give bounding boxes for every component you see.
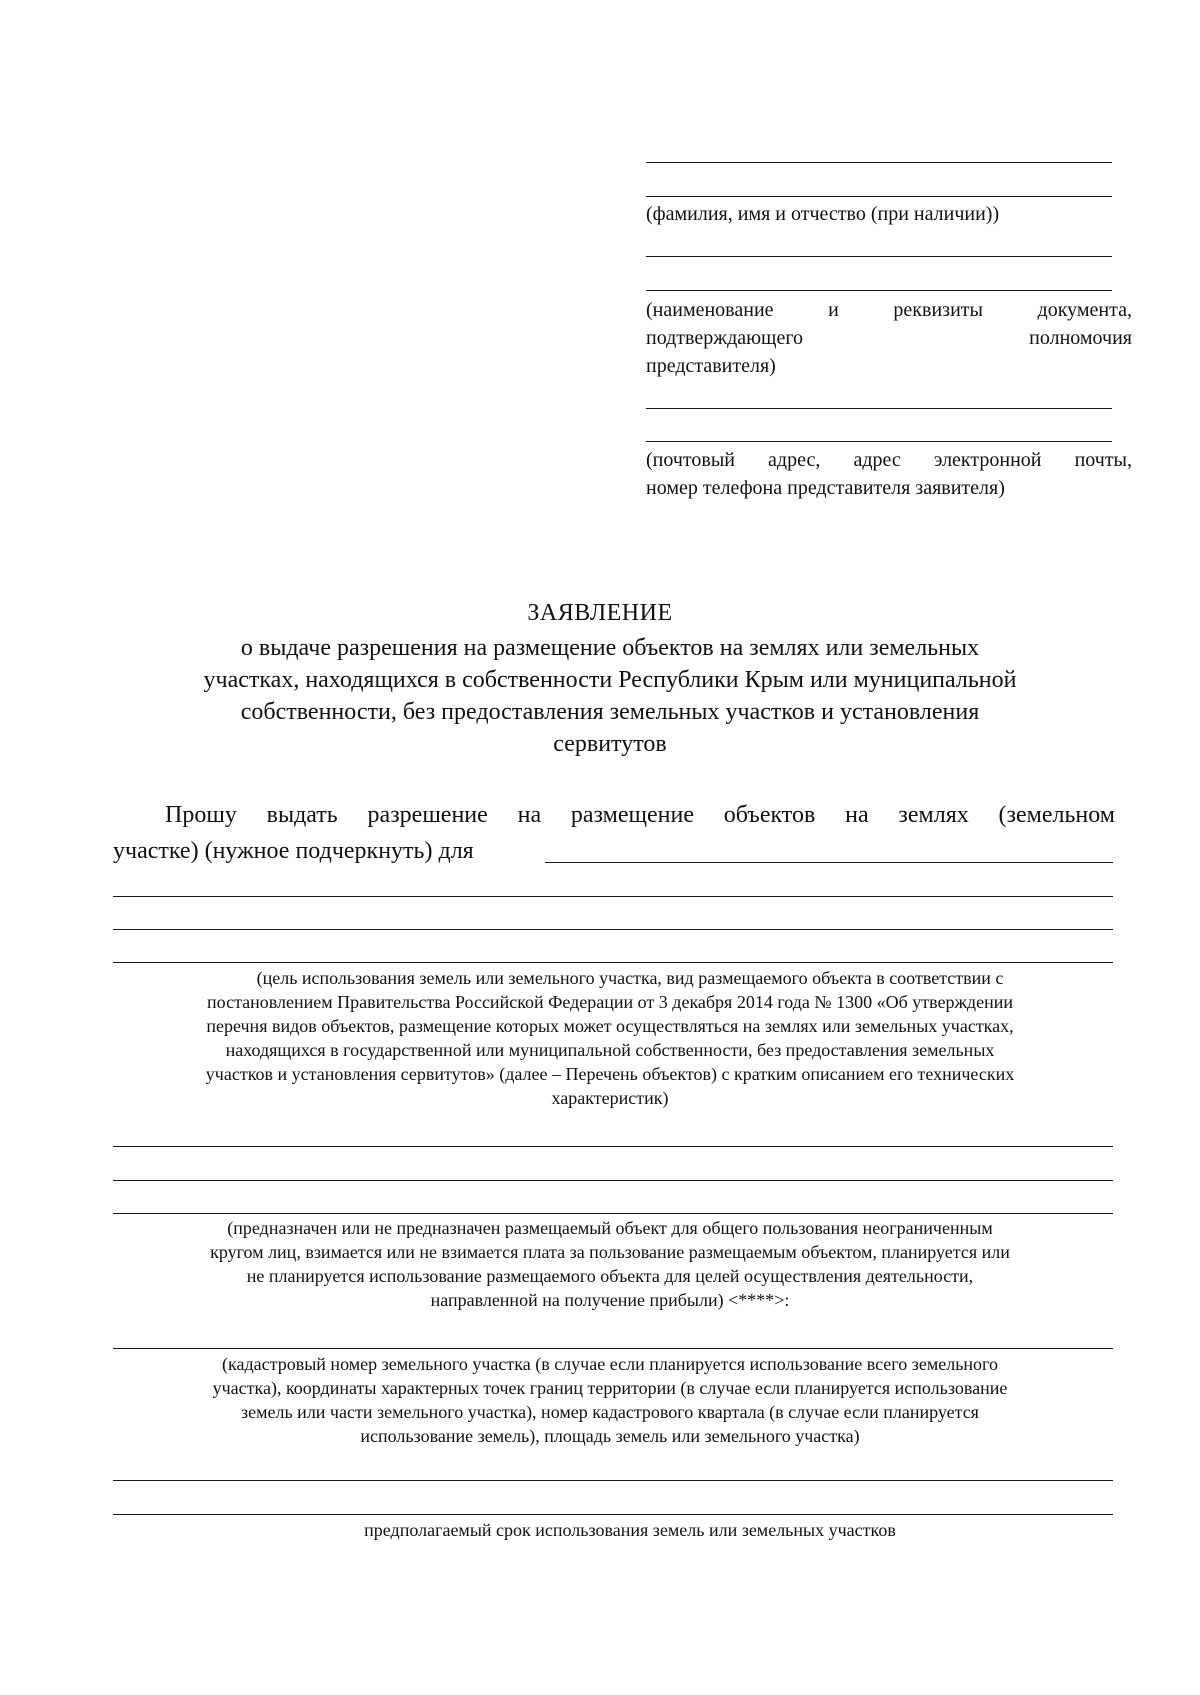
fio-line-1[interactable] (646, 162, 1112, 163)
designation-field-1[interactable] (113, 1146, 1113, 1147)
note-line: земель или части земельного участка), номер кадастрового квартала (в случае если планируется (241, 1402, 979, 1422)
note-line: участков и установления сервитутов» (далее – Перечень объектов) с кратким описанием его технических (205, 1064, 1015, 1084)
request-line-1: Прошу выдать разрешение на размещение объектов на землях (земельном (165, 802, 1115, 828)
note-line: (предназначен или не предназначен размещаемый объект для общего пользования неограниченным (227, 1218, 993, 1238)
note-line: предполагаемый срок использования земель или земельных участков (364, 1520, 896, 1540)
term-field-1[interactable] (113, 1480, 1113, 1481)
note-line: не планируется использование размещаемого объекта для целей осуществления деятельности, (246, 1266, 974, 1286)
purpose-field-1[interactable] (113, 896, 1113, 897)
subtitle-line: участках, находящихся в собственности Республики Крым или муниципальной (203, 667, 1017, 693)
subtitle-line: сервитутов (553, 731, 667, 757)
purpose-note (110, 966, 1110, 1110)
doc-caption-line3: представителя) (646, 355, 776, 377)
term-field-2[interactable] (113, 1514, 1113, 1515)
doc-line-1[interactable] (646, 256, 1112, 257)
subtitle-line: собственности, без предоставления земельных участков и установления (240, 699, 980, 725)
fio-caption: (фамилия, имя и отчество (при наличии)) (646, 203, 1000, 225)
purpose-inline-field[interactable] (545, 862, 1113, 863)
doc-caption-line1: (наименование и реквизиты документа, (646, 299, 1132, 321)
note-line: направленной на получение прибыли) <****>: (430, 1290, 790, 1310)
note-line: перечня видов объектов, размещение которых может осуществляться на землях или земельных участках, (206, 1016, 1014, 1036)
note-line: участка), координаты характерных точек границ территории (в случае если планируется использование (212, 1378, 1008, 1398)
cadastral-field[interactable] (113, 1348, 1113, 1349)
address-line-2[interactable] (646, 441, 1112, 442)
subtitle-line: о выдаче разрешения на размещение объектов на землях или земельных (240, 635, 980, 661)
address-caption-line1: (почтовый адрес, адрес электронной почты, (646, 449, 1132, 471)
note-line: характеристик) (551, 1088, 669, 1108)
request-line-2: участке) (нужное подчеркнуть) для (113, 838, 474, 864)
designation-field-3[interactable] (113, 1213, 1113, 1214)
purpose-field-3[interactable] (113, 962, 1113, 963)
doc-caption-line2: подтверждающего полномочия (646, 327, 1132, 349)
term-note (110, 1518, 1110, 1542)
page-subtitle (120, 632, 1100, 760)
note-line: постановлением Правительства Российской Федерации от 3 декабря 2014 года № 1300 «Об утверждении (207, 992, 1013, 1012)
note-line: кругом лиц, взимается или не взимается плата за пользование размещаемым объектом, планируется или (210, 1242, 1010, 1262)
fio-line-2[interactable] (646, 196, 1112, 197)
cadastral-note (110, 1352, 1110, 1448)
page-title: ЗАЯВЛЕНИЕ (527, 600, 673, 626)
note-line: (кадастровый номер земельного участка (в случае если планируется использование всего земельного (222, 1354, 998, 1374)
note-line: находящихся в государственной или муниципальной собственности, без предоставления земельных (225, 1040, 995, 1060)
designation-note (110, 1216, 1110, 1312)
address-line-1[interactable] (646, 408, 1112, 409)
doc-line-2[interactable] (646, 290, 1112, 291)
designation-field-2[interactable] (113, 1180, 1113, 1181)
purpose-field-2[interactable] (113, 929, 1113, 930)
address-caption-line2: номер телефона представителя заявителя) (646, 477, 1005, 499)
note-line: использование земель), площадь земель или земельного участка) (360, 1426, 860, 1446)
note-line: (цель использования земель или земельного участка, вид размещаемого объекта в соответствии с (256, 968, 1004, 988)
